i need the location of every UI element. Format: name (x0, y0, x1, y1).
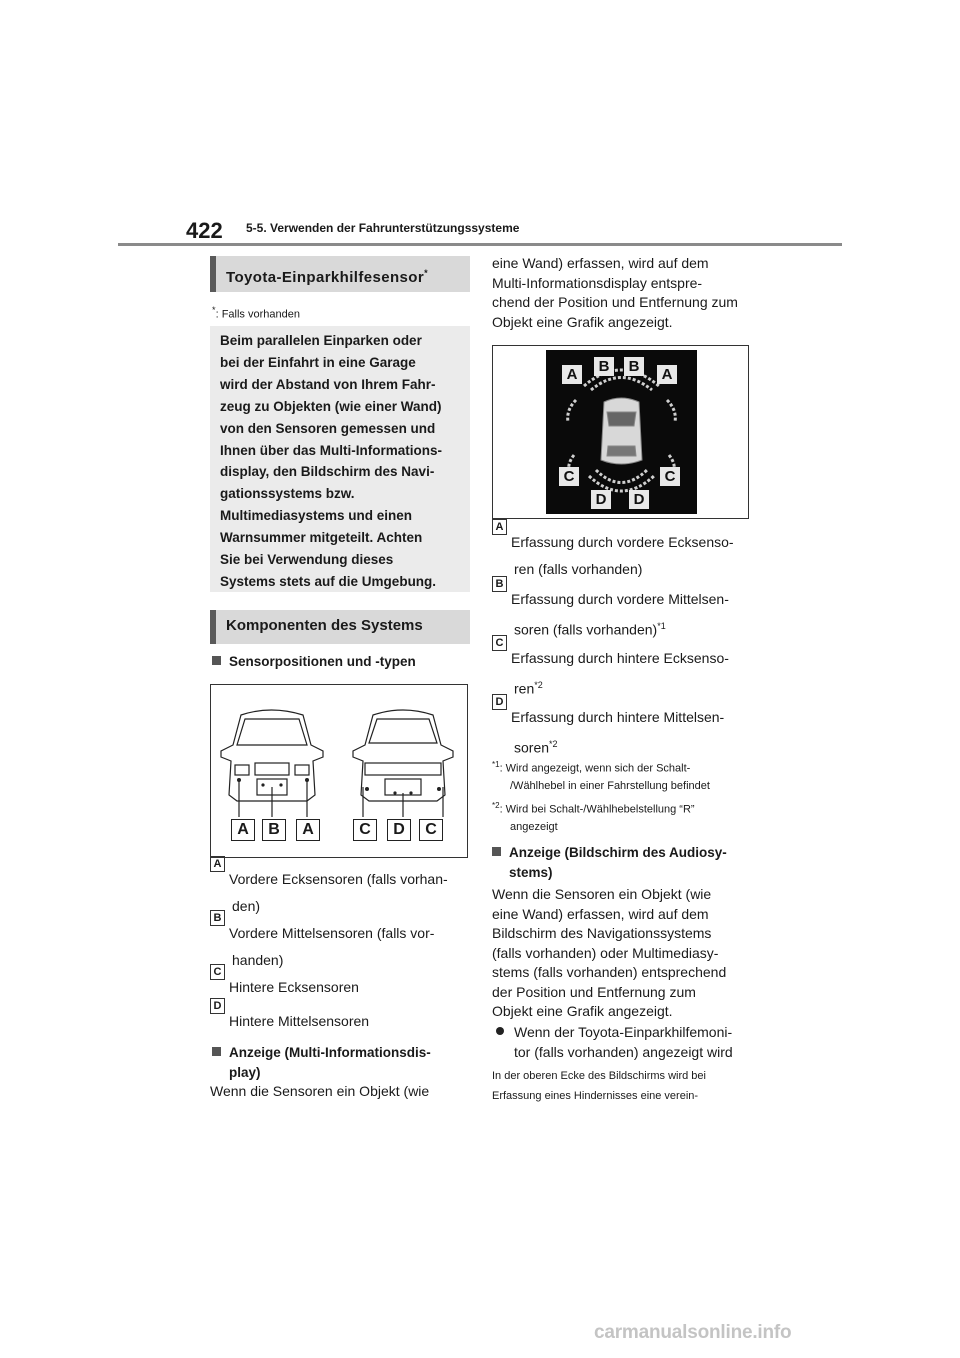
body-line: stems (falls vorhanden) entsprechend (492, 964, 727, 980)
legend-item-d (210, 1000, 472, 1035)
header-rule (118, 243, 842, 246)
legend-text: den) (232, 898, 261, 914)
display-label-a: A (657, 365, 677, 384)
chapter-title: 5-5. Verwenden der Fahrunterstützungssysteme (246, 221, 520, 235)
display-label-d: D (591, 490, 611, 509)
body-line: Objekt eine Grafik angezeigt. (492, 1003, 673, 1019)
body-line: chend der Position und Entfernung zum (492, 294, 738, 311)
intro-line: Multimediasystems und einen (220, 508, 413, 524)
legend-text: Erfassung durch vordere Mittelsen- (511, 591, 729, 607)
legend-label: A (492, 519, 507, 535)
display-label-b: B (624, 357, 644, 376)
section-heading-komponenten: Komponenten des Systems (210, 610, 470, 644)
footnote-mark: *2 (492, 801, 500, 810)
legend-text: ren (falls vorhanden) (514, 561, 643, 577)
legend-label: D (210, 998, 225, 1014)
body-line: Bildschirm des Navigationssystems (492, 925, 712, 941)
display-label-b: B (594, 357, 614, 376)
display-label-a: A (562, 365, 582, 384)
intro-line: Ihnen über das Multi-Informations- (220, 442, 442, 458)
subheading-multi-display (212, 1043, 472, 1083)
section-heading-einparkhilfe (210, 256, 470, 292)
display-screen (546, 350, 697, 514)
small-line: Erfassung eines Hindernisses eine verein- (492, 1090, 699, 1102)
small-line: In der oberen Ecke des Bildschirms wird bei (492, 1070, 706, 1082)
figure-label-a: A (296, 819, 320, 841)
footnote-text: : Wird bei Schalt-/Wählhebelstellung “R” (499, 803, 695, 816)
section-heading-text: Toyota-Einparkhilfesensor (226, 269, 425, 286)
legend-text: Erfassung durch vordere Ecksenso- (511, 534, 734, 550)
subheading-text: play) (229, 1065, 261, 1080)
intro-line: wird der Abstand von Ihrem Fahr- (220, 376, 436, 392)
figure-label-d: D (387, 819, 411, 841)
display-label-d: D (629, 490, 649, 509)
body-line: der Position und Entfernung zum (492, 983, 696, 1000)
body-text: Wenn die Sensoren ein Objekt (wie (210, 1083, 430, 1099)
legend-text: soren (falls vorhanden) (514, 621, 658, 638)
legend-label: A (210, 856, 225, 872)
intro-line: Beim parallelen Einparken oder (220, 333, 422, 348)
figure-label-a: A (231, 819, 255, 841)
footnote-mark: *1 (492, 760, 500, 769)
legend-text: Hintere Mittelsensoren (229, 1013, 370, 1029)
subheading-text: Sensorpositionen und -typen (229, 654, 416, 669)
section-heading-mark: * (424, 268, 428, 278)
legend-text: Hintere Ecksensoren (229, 979, 359, 995)
footnote-text: angezeigt (510, 820, 558, 833)
bullet-text: tor (falls vorhanden) angezeigt wird (514, 1043, 733, 1060)
intro-line: Sie bei Verwendung dieses (220, 552, 394, 568)
audio-body-text (492, 885, 748, 1022)
body-line: Objekt eine Grafik angezeigt. (492, 313, 673, 330)
intro-line: gationssystems bzw. (220, 486, 355, 502)
subheading-audio-display (492, 843, 748, 883)
sensor-position-figure (210, 684, 468, 858)
body-text-continued (492, 254, 748, 332)
display-label-c: C (559, 467, 579, 486)
legend-text: Vordere Mittelsensoren (falls vor- (229, 925, 435, 941)
footnote-text: : Falls vorhanden (215, 308, 300, 321)
intro-line: bei der Einfahrt in eine Garage (220, 354, 416, 370)
display-figure (492, 345, 749, 519)
display-label-c: C (660, 467, 680, 486)
body-line: eine Wand) erfassen, wird auf dem (492, 905, 709, 922)
intro-line: zeug zu Objekten (wie einer Wand) (220, 398, 442, 414)
intro-line: Systems stets auf die Umgebung. (220, 573, 437, 589)
footnote-mark: * (212, 305, 216, 315)
intro-line: von den Sensoren gemessen und (220, 420, 436, 436)
figure-label-c: C (419, 819, 443, 841)
legend-item-c (210, 966, 472, 1001)
legend-label: B (210, 910, 225, 926)
intro-box (210, 326, 470, 592)
display-legend-c (492, 637, 748, 703)
small-text (492, 1066, 748, 1106)
subheading-text: stems) (509, 865, 553, 880)
intro-line: display, den Bildschirm des Navi- (220, 464, 435, 480)
intro-line: Warnsummer mitgeteilt. Achten (220, 530, 423, 546)
display-legend-a (492, 521, 748, 583)
square-bullet-icon (212, 656, 221, 665)
body-line: eine Wand) erfassen, wird auf dem (492, 255, 709, 271)
body-line: (falls vorhanden) oder Multimediasy- (492, 944, 719, 961)
legend-item-a (210, 858, 472, 920)
subheading-sensorpositionen (212, 652, 416, 672)
bullet-dot-icon (496, 1027, 504, 1035)
footnote-ref: *2 (534, 680, 543, 690)
footnote-text: /Wählhebel in einer Fahrstellung befindet (510, 779, 710, 792)
subheading-text: Anzeige (Multi-Informationsdis- (229, 1045, 431, 1060)
watermark: carmanualsonline.info (594, 1322, 792, 1343)
figure-label-b: B (262, 819, 286, 841)
legend-text: Erfassung durch hintere Ecksenso- (511, 650, 729, 666)
footnote-1 (492, 756, 752, 795)
figure-label-c: C (353, 819, 377, 841)
legend-item-b (210, 912, 472, 974)
legend-text: handen) (232, 952, 284, 968)
legend-text: Erfassung durch hintere Mittelsen- (511, 709, 725, 725)
bullet-item (492, 1023, 748, 1062)
bullet-text: Wenn der Toyota-Einparkhilfemoni- (514, 1024, 733, 1040)
footnote-ref: *2 (549, 739, 558, 749)
legend-text: Vordere Ecksensoren (falls vorhan- (229, 871, 448, 887)
footnote-ref: *1 (657, 621, 666, 631)
square-bullet-icon (212, 1047, 221, 1056)
legend-label: C (210, 964, 225, 980)
availability-footnote (212, 305, 300, 321)
display-legend-d (492, 696, 748, 762)
body-line: Multi-Informationsdisplay entspre- (492, 274, 703, 291)
legend-label: D (492, 694, 507, 710)
square-bullet-icon (492, 847, 501, 856)
legend-label: B (492, 576, 507, 592)
footnote-text: : Wird angezeigt, wenn sich der Schalt- (499, 762, 691, 775)
legend-text: soren (514, 739, 550, 756)
legend-text: ren (514, 680, 535, 697)
footnote-2 (492, 797, 752, 836)
subheading-text: Anzeige (Bildschirm des Audiosy- (509, 845, 727, 860)
body-line: Wenn die Sensoren ein Objekt (wie (492, 886, 712, 902)
legend-label: C (492, 635, 507, 651)
display-legend-b (492, 578, 748, 644)
page-number: 422 (186, 218, 223, 243)
